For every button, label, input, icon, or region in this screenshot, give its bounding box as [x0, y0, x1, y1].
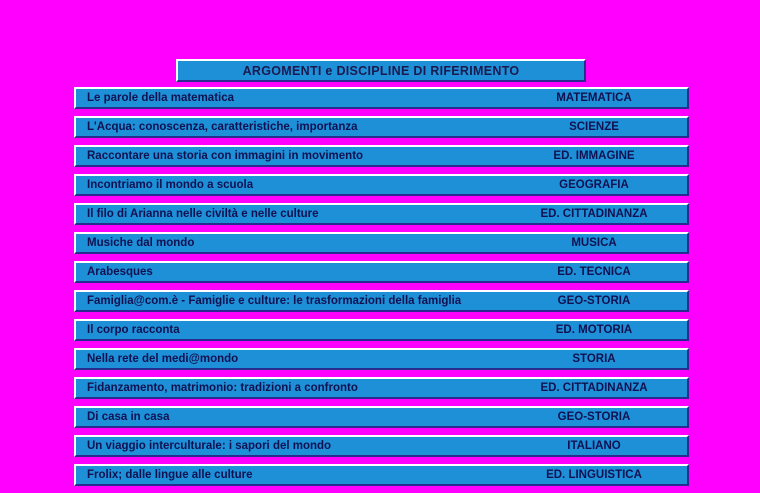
discipline-label: ITALIANO [567, 440, 621, 452]
topic-label: L'Acqua: conoscenza, caratteristiche, importanza [87, 121, 358, 133]
list-item[interactable] [74, 290, 689, 312]
topic-label: Nella rete del medi@mondo [87, 353, 239, 365]
topic-label: Famiglia@com.è - Famiglie e culture: le trasformazioni della famiglia [87, 295, 462, 307]
list-item[interactable] [74, 261, 689, 283]
discipline-label: ED. TECNICA [557, 266, 631, 278]
topic-label: Le parole della matematica [87, 92, 235, 104]
discipline-label: GEO-STORIA [557, 295, 631, 307]
discipline-label: MUSICA [571, 237, 617, 249]
page-title: ARGOMENTI e DISCIPLINE DI RIFERIMENTO [242, 63, 520, 78]
discipline-label: ED. CITTADINANZA [540, 208, 648, 220]
list-item[interactable] [74, 232, 689, 254]
topic-label: Musiche dal mondo [87, 237, 195, 249]
list-item[interactable] [74, 203, 689, 225]
list-item[interactable] [74, 87, 689, 109]
table-header-bar [176, 59, 586, 82]
discipline-label: GEO-STORIA [557, 411, 631, 423]
discipline-label: ED. LINGUISTICA [546, 469, 642, 481]
list-item[interactable] [74, 116, 689, 138]
topic-label: Incontriamo il mondo a scuola [87, 179, 254, 191]
topic-label: Il corpo racconta [87, 324, 180, 336]
topic-label: Un viaggio interculturale: i sapori del mondo [87, 440, 332, 452]
list-item[interactable] [74, 406, 689, 428]
list-item[interactable] [74, 464, 689, 486]
list-item[interactable] [74, 145, 689, 167]
list-item[interactable] [74, 435, 689, 457]
discipline-label: ED. MOTORIA [555, 324, 633, 336]
topic-label: Raccontare una storia con immagini in movimento [87, 150, 364, 162]
topics-list [74, 87, 689, 493]
topic-label: Il filo di Arianna nelle civiltà e nelle culture [87, 208, 319, 220]
table-header [176, 59, 586, 82]
topic-label: Frolix; dalle lingue alle culture [87, 469, 253, 481]
discipline-label: SCIENZE [569, 121, 619, 133]
discipline-label: STORIA [572, 353, 616, 365]
discipline-label: ED. CITTADINANZA [540, 382, 648, 394]
list-item[interactable] [74, 319, 689, 341]
discipline-label: MATEMATICA [556, 92, 632, 104]
list-item[interactable] [74, 377, 689, 399]
topic-label: Di casa in casa [87, 411, 170, 423]
topic-label: Fidanzamento, matrimonio: tradizioni a confronto [87, 382, 358, 394]
list-item[interactable] [74, 174, 689, 196]
topic-label: Arabesques [87, 266, 153, 278]
discipline-label: ED. IMMAGINE [553, 150, 635, 162]
discipline-label: GEOGRAFIA [559, 179, 629, 191]
list-item[interactable] [74, 348, 689, 370]
